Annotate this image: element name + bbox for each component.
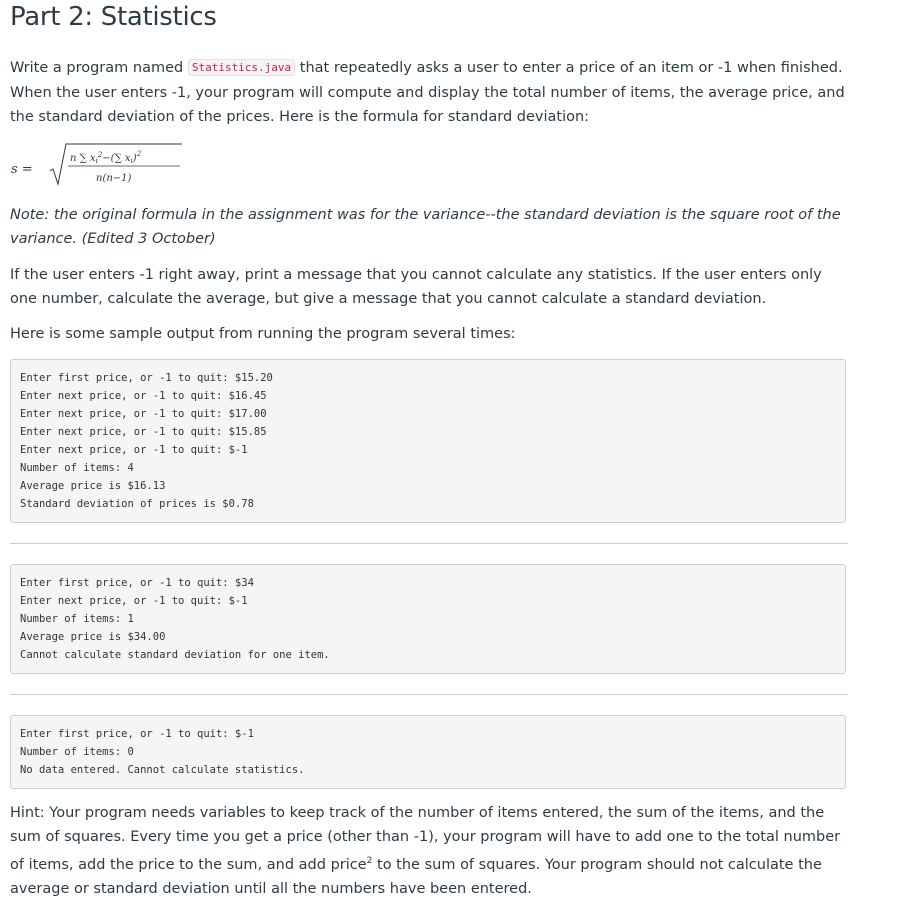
code-line: No data entered. Cannot calculate statistics.	[20, 764, 305, 776]
code-line: Enter next price, or -1 to quit: $16.45	[20, 390, 267, 402]
code-line: Enter first price, or -1 to quit: $34	[20, 577, 254, 589]
superscript-2: 2	[366, 856, 373, 866]
sample-intro: Here is some sample output from running the program several times:	[10, 326, 516, 342]
filename-code: Statistics.java	[188, 59, 295, 76]
code-line: Enter next price, or -1 to quit: $-1	[20, 595, 248, 607]
divider	[10, 694, 848, 695]
intro-text-start: Write a program named	[10, 60, 188, 76]
page-title: Part 2: Statistics	[10, 2, 217, 32]
code-line: Enter next price, or -1 to quit: $-1	[20, 444, 248, 456]
hint-text-start: Hint: Your program needs variables to keep track of the number of items entered, the sum of the items, and the sum of squares. Every time you get a price (other than -1), your program will have to add one to the total number of items, add the price to the sum, and add price	[10, 805, 841, 873]
formula-lhs: s =	[11, 162, 33, 177]
sample-output-2	[10, 564, 846, 674]
formula-denominator: n(n−1)	[96, 173, 132, 184]
code-line: Enter first price, or -1 to quit: $15.20	[20, 372, 273, 384]
code-line: Number of items: 0	[20, 746, 134, 758]
sample-output-1	[10, 359, 846, 523]
code-line: Average price is $16.13	[20, 480, 166, 492]
code-line: Number of items: 1	[20, 613, 134, 625]
formula-numerator: n ∑ $x_i^2-(\sum$ $x_i)^2$	[70, 150, 142, 165]
hint-text-end: to the sum of squares. Your program should not calculate the average or standard deviation until all the numbers have been entered.	[10, 856, 822, 897]
divider	[10, 543, 848, 544]
note-paragraph: Note: the original formula in the assignment was for the variance--the standard deviation is the square root of the variance. (Edited 3 October)	[10, 207, 841, 247]
code-line: Standard deviation of prices is $0.78	[20, 498, 254, 510]
code-line: Enter first price, or -1 to quit: $-1	[20, 728, 254, 740]
code-line: Average price is $34.00	[20, 631, 166, 643]
std-dev-formula	[10, 142, 210, 192]
code-line: Enter next price, or -1 to quit: $17.00	[20, 408, 267, 420]
sample-output-3	[10, 715, 846, 789]
hint-paragraph	[10, 801, 846, 901]
edge-case-paragraph: If the user enters -1 right away, print a message that you cannot calculate any statistics. If the user enters only one number, calculate the average, but give a message that you cannot calculate a standard deviation.	[10, 267, 822, 307]
code-line: Cannot calculate standard deviation for one item.	[20, 649, 330, 661]
intro-paragraph	[10, 56, 846, 129]
code-line: Enter next price, or -1 to quit: $15.85	[20, 426, 267, 438]
code-line: Number of items: 4	[20, 462, 134, 474]
intro-text-end: that repeatedly asks a user to enter a price of an item or -1 when finished. When the user enters -1, your program will compute and display the total number of items, the average price, and the standard deviation of the prices. Here is the formula for standard deviation:	[10, 60, 845, 125]
